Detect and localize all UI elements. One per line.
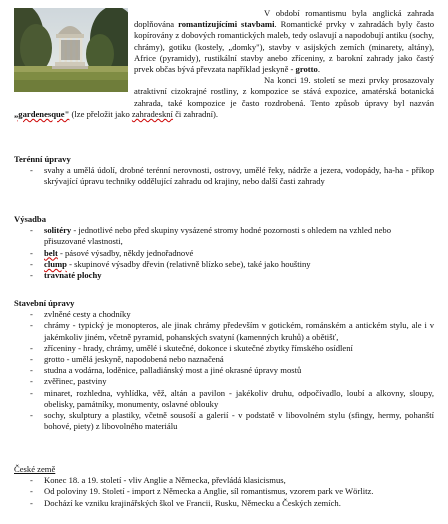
intro-text-a: V období romantismu byla anglická zahrada doplňována xyxy=(134,8,434,30)
list-item: - Od poloviny 19. Století - import z Německa a Anglie, síl romantismus, vzorem park ve Wörlitz. xyxy=(14,486,434,497)
intro2-bold-gardenesque: „gardenesque" xyxy=(14,108,70,119)
list-item: - studna a vodárna, loděnice, palladiánský most a jiné okrasné úpravy mostů xyxy=(14,365,434,376)
list-item: - zříceniny - hrady, chrámy, umělé i skutečné, dokonce i skutečné zbytky římského osídlení xyxy=(14,343,434,354)
term-solitery: solitéry xyxy=(44,225,72,236)
intro2-text-b: (lze přeložit jako xyxy=(69,108,132,119)
list-item: - grotto - umělá jeskyně, napodobená nebo naznačená xyxy=(14,354,434,365)
intro-text-c: . xyxy=(317,64,320,75)
term-belt-desc: - pásové výsadby, někdy jednořadnové xyxy=(57,247,194,258)
intro-text xyxy=(14,8,434,120)
buildings-section xyxy=(14,298,434,432)
terrain-heading: Terénní úpravy xyxy=(14,154,71,164)
term-clump-desc: - skupinové výsadby dřevin (relativně blízko sebe), také jako houštiny xyxy=(66,258,311,269)
czech-section xyxy=(14,464,434,509)
list-item: - chrámy - typický je monopteros, ale jinak chrámy především v gotickém, románském a antickém stylu, ale i v jakémkoliv jiném, včetně pyramid, pohanských svatyní (kamenných kruhů) a obětišť, xyxy=(14,320,434,342)
list-item: - Dochází ke vzniku krajinářských škol ve Francii, Rusku, Německu a Českých zemích. xyxy=(14,498,434,509)
list-item: - sochy, skulptury a plastiky, včetně sousoší a galerií - v podstatě v libovolném stylu (sfingy, hermy, pohanští bohové, piety) z libovolného materiálu xyxy=(14,410,434,432)
buildings-heading: Stavební úpravy xyxy=(14,298,75,308)
intro2-text-c: či zahradní). xyxy=(172,108,219,119)
intro-text-b: . Romantické prvky v zahradách byly často kopírovány z dobových romantických maleb, tedy oslavují a napodobují antiku (sochy, chrámy), gotiku (kostely, „domky"), stavby v asijských zemích (minarety, altány), Africe (pyramidy), rustikální stavby anebo zříceniny, z barokní zahrady jako častý prvek občas bývá převzata například jeskyně - xyxy=(134,19,435,75)
terrain-section xyxy=(14,154,434,188)
intro-bold-grotto: grotto xyxy=(295,64,318,75)
list-item: - svahy a umělá údolí, drobné terénní nerovnosti, ostrovy, umělé řeky, nádrže a jezera, vodopády, ha-ha - příkop skrývající úpravu techniky oddělující zahradu od krajiny, nebo další časti zahrady xyxy=(14,165,434,187)
term-solitery-desc: - jednotlivé nebo před skupiny vysázené stromy hodné pozornosti s ohledem na vzhled nebo přisuzované vlastnosti, xyxy=(44,225,392,247)
buildings-list xyxy=(14,309,434,432)
intro2-text-a: Na konci 19. století se mezi prvky prosazovaly atraktivní cizokrajné rostliny, z kompozice se stává expozice, amatérská botanická zahrada, také kompozice je často rozdrobená. Tento způsob úpravy byl nazván xyxy=(134,75,434,108)
intro2-misspelled-word: zahradeskní xyxy=(131,108,173,119)
list-item xyxy=(14,248,434,259)
list-item: - minaret, rozhledna, vyhlídka, věž, altán a pavilon - jakékoliv druhu, odpočívadlo, loubí a alkovny, sloupy, obelisky, památníky, monumenty, oslavné oblouky xyxy=(14,388,434,410)
czech-heading: České země xyxy=(14,464,56,474)
term-clump: clump xyxy=(44,258,67,269)
list-item xyxy=(14,270,434,281)
terrain-list xyxy=(14,165,434,187)
list-item xyxy=(14,225,434,247)
list-item: - zvěřinec, pastviny xyxy=(14,376,434,387)
planting-heading: Výsadba xyxy=(14,214,46,224)
list-item: - zvlněné cesty a chodníky xyxy=(14,309,434,320)
list-item xyxy=(14,259,434,270)
czech-list xyxy=(14,475,434,509)
intro-bold-term: romantizujícími stavbami xyxy=(178,19,275,30)
image-spacer xyxy=(14,8,134,98)
planting-section xyxy=(14,214,434,281)
term-lawns: travnaté plochy xyxy=(44,270,102,281)
planting-list xyxy=(14,225,434,281)
term-belt: belt xyxy=(44,247,58,258)
list-item: - Konec 18. a 19. století - vliv Anglie a Německa, převládá klasicismus, xyxy=(14,475,434,486)
